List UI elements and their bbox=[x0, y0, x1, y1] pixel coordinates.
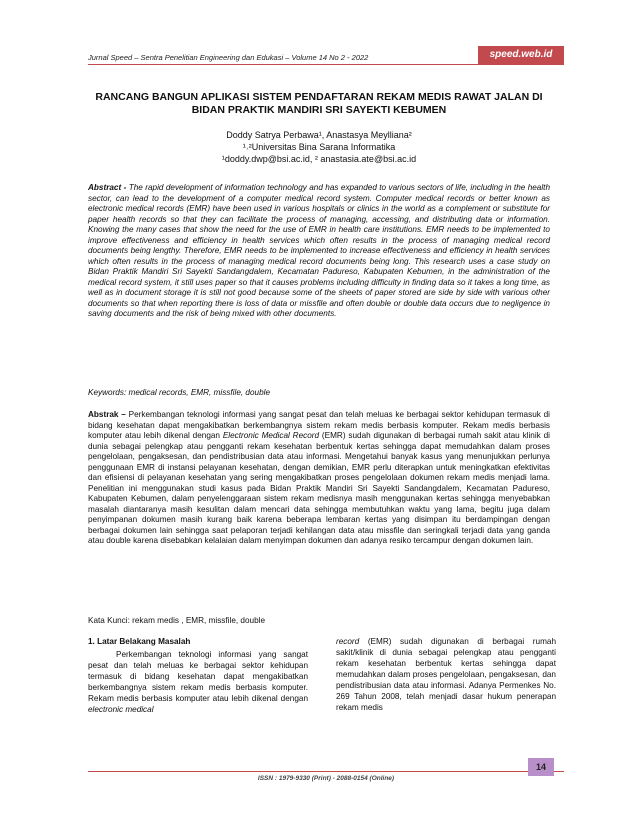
section-paragraph-left bbox=[88, 649, 308, 715]
abstrak-emr-term: Electronic Medical Record bbox=[222, 431, 320, 440]
right-text: (EMR) sudah digunakan di berbagai rumah sakit/klinik di dunia sebagai pelengkap atau pengganti rekam kesehatan berbentuk kertas sehingga dapat memudahkan dalam proses pengelolaan, pengaksesan, dan pendistribusian data atau informasi. Adanya Permenkes No. 269 Tahun 2008, telah menjadi dasar hukum penerapan rekam medis bbox=[336, 637, 556, 712]
author-names: Doddy Satrya Perbawa¹, Anastasya Meylliana² bbox=[226, 130, 412, 140]
issn-footer: ISSN : 1979-9330 (Print) - 2088-0154 (Online) bbox=[257, 775, 395, 782]
right-term: record bbox=[336, 637, 360, 646]
header-divider bbox=[88, 64, 564, 65]
page-number: 14 bbox=[528, 758, 554, 776]
abstract-label: Abstract - bbox=[88, 183, 127, 192]
body-column-left bbox=[88, 636, 308, 715]
abstrak-text-1: Perkembangan teknologi informasi yang sangat pesat dan telah meluas ke berbagai sektor kehidupan termasuk di bidang kesehatan dapat mengakibatkan berkembangnya sistem rekam medis berbasis komputer. Rekam medis berbasis komputer atau lebih dikenal dengan bbox=[88, 410, 550, 440]
left-term: electronic medical bbox=[88, 705, 154, 714]
author-emails[interactable]: ¹doddy.dwp@bsi.ac.id, ² anastasia.ate@bsi.ac.id bbox=[221, 154, 417, 164]
abstract-english bbox=[88, 183, 550, 320]
keywords-english: Keywords: medical records, EMR, missfile, double bbox=[88, 388, 271, 397]
abstract-text: The rapid development of information technology and has expanded to various sectors of life, including in the health sector, can lead to the development of a computer medical record system. Computer medical records or better known as electronic medical records (EMR) have been used in various hospitals or clinics in the world as a complement or substitute for paper health records so that they can facilitate the process of managing, accessing, and distributing data or information. Knowing the many cases that show the need for the use of EMR in health care institutions. EMR needs to be implemented to improve effectiveness and efficiency in health services which often results in the process of managing medical record documents being lengthy. Therefore, EMR needs to be implemented to increase effectiveness and efficiency in health services which often results in the process of managing medical record documents being long. This research uses a case study on Bidan Praktik Mandiri Sri Sayekti Sandangdalem, Kecamatan Padureso, Kabupaten Kebumen, in the administration of the medical record system, it still uses paper so that it causes problems including difficulty in finding data so it takes a long time, as well as in document storage it is still not good because some of the sheets of paper stored are side by side with various other documents so that when reporting there is loss of data or missfile and often double or double data occurs due to negligence in saving documents and the risk of being mixed with other documents. bbox=[88, 183, 550, 318]
abstract-indonesian bbox=[88, 410, 550, 547]
abstrak-text-2: (EMR) sudah digunakan di berbagai rumah sakit atau klinik di dunia sebagai pelengkap atau pengganti rekam kesehatan berbentuk kertas sehingga dapat memudahkan dalam proses pengelolaan, pengaksesan, dan pendistribusian data atau informasi. Mengetahui banyak kasus yang menunjukkan perlunya penggunaan EMR di instansi pelayanan kesehatan, dengan demikian, EMR perlu diterapkan untuk meningkatkan efektivitas dan efisiensi di pelayanan kesehatan yang sering mengakibatkan proses pengelolaan dokumen rekam medis menjadi lama. Penelitian ini menggunakan studi kasus pada Bidan Praktik Mandiri Sri Sayekti Sandangdalem, Kecamatan Padureso, Kabupaten Kebumen, dalam penyelenggaraan sistem rekam medisnya masih menggunakan kertas sehingga menyebabkan masalah diantaranya masih kesulitan dalam mencari data sehingga membutuhkan waktu yang lama, begitu juga dalam penyimpanan dokumen masih kurang baik karena beberapa lembaran kertas yang disimpan itu berdampingan dengan berbagai dokumen lain sehingga saat pelaporan terjadi kehilangan data atau missfile dan seringkali terjadi data yang ganda atau double karena disebabkan kelalaian dalam menyimpan dokumen dan adanya resiko tercampur dengan dokumen lain. bbox=[88, 431, 550, 545]
author-block bbox=[88, 129, 550, 165]
paper-title: RANCANG BANGUN APLIKASI SISTEM PENDAFTARAN REKAM MEDIS RAWAT JALAN DI BIDAN PRAKTIK MANDIRI SRI SAYEKTI KEBUMEN bbox=[95, 91, 543, 116]
author-affiliation: ¹˒²Universitas Bina Sarana Informatika bbox=[242, 142, 396, 152]
keywords-indonesian: Kata Kunci: rekam medis , EMR, missfile, double bbox=[88, 616, 266, 625]
left-text: Perkembangan teknologi informasi yang sangat pesat dan telah meluas ke berbagai sektor kehidupan termasuk di bidang kesehatan dapat mengakibatkan berkembangnya sistem rekam medis berbasis komputer. Rekam medis berbasis komputer atau lebih dikenal dengan bbox=[88, 650, 308, 703]
abstrak-label: Abstrak – bbox=[88, 410, 126, 419]
section-heading: 1. Latar Belakang Masalah bbox=[88, 637, 191, 646]
site-badge[interactable]: speed.web.id bbox=[478, 46, 564, 64]
body-column-right bbox=[336, 636, 556, 713]
journal-header: Jurnal Speed – Sentra Penelitian Engineering dan Edukasi – Volume 14 No 2 - 2022 bbox=[88, 53, 369, 62]
